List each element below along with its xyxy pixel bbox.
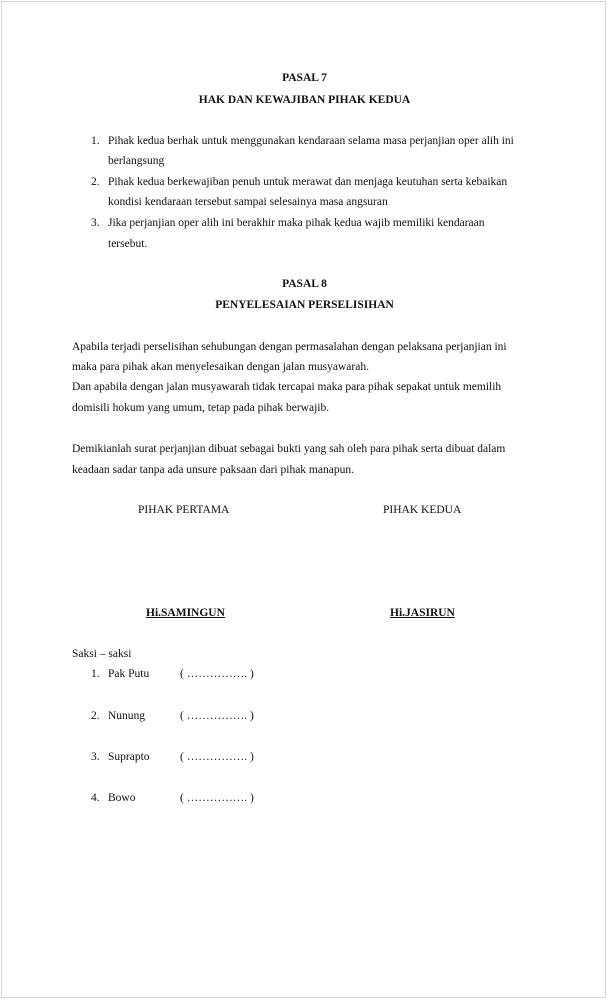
document-page bbox=[1, 1, 606, 998]
list-item-number: 3. bbox=[91, 217, 100, 229]
paragraph-line: Demikianlah surat perjanjian dibuat sebagai bukti yang sah oleh para pihak serta dibuat dalam bbox=[72, 443, 506, 455]
witness-number: 4. bbox=[91, 792, 100, 804]
witness-name: Bowo bbox=[108, 792, 136, 804]
witness-heading: Saksi – saksi bbox=[72, 648, 132, 660]
witness-name: Nunung bbox=[108, 710, 146, 722]
pasal8-title: PASAL 8 bbox=[282, 278, 327, 290]
witness-name: Suprapto bbox=[108, 751, 150, 763]
pihak-pertama-name: Hi.SAMINGUN bbox=[146, 607, 225, 619]
pihak-kedua-label: PIHAK KEDUA bbox=[383, 504, 462, 516]
list-item-text-line2: tersebut. bbox=[108, 238, 148, 250]
pihak-pertama-label: PIHAK PERTAMA bbox=[138, 504, 230, 516]
witness-number: 1. bbox=[91, 668, 100, 680]
witness-signature-blank: ( ……………. ) bbox=[180, 792, 254, 804]
pasal8-subtitle: PENYELESAIAN PERSELISIHAN bbox=[215, 299, 394, 311]
list-item-number: 2. bbox=[91, 176, 100, 188]
pasal7-title: PASAL 7 bbox=[282, 72, 327, 84]
list-item-text-line2: berlangsung bbox=[108, 155, 165, 167]
paragraph-line: domisili hokum yang umum, tetap pada pihak berwajib. bbox=[72, 402, 330, 414]
witness-signature-blank: ( ……………. ) bbox=[180, 668, 254, 680]
list-item-text-line1: Pihak kedua berkewajiban penuh untuk merawat dan menjaga keutuhan serta kebaikan bbox=[108, 176, 508, 188]
witness-number: 3. bbox=[91, 751, 100, 763]
witness-name: Pak Putu bbox=[108, 668, 150, 680]
pasal7-subtitle: HAK DAN KEWAJIBAN PIHAK KEDUA bbox=[198, 94, 411, 106]
witness-signature-blank: ( ……………. ) bbox=[180, 710, 254, 722]
paragraph-line: keadaan sadar tanpa ada unsure paksaan dari pihak manapun. bbox=[72, 464, 354, 476]
witness-number: 2. bbox=[91, 710, 100, 722]
list-item-text-line1: Jika perjanjian oper alih ini berakhir maka pihak kedua wajib memiliki kendaraan bbox=[108, 217, 485, 229]
paragraph-line: Apabila terjadi perselisihan sehubungan dengan permasalahan dengan pelaksana perjanjian ini bbox=[72, 341, 507, 353]
paragraph-line: maka para pihak akan menyelesaikan dengan jalan musyawarah. bbox=[72, 361, 369, 373]
list-item-text-line2: kondisi kendaraan tersebut sampai selesainya masa angsuran bbox=[108, 196, 388, 208]
list-item-text-line1: Pihak kedua berhak untuk menggunakan kendaraan selama masa perjanjian oper alih ini bbox=[108, 135, 514, 147]
paragraph-line: Dan apabila dengan jalan musyawarah tidak tercapai maka para pihak sepakat untuk memilih bbox=[72, 381, 502, 393]
witness-signature-blank: ( ……………. ) bbox=[180, 751, 254, 763]
list-item-number: 1. bbox=[91, 135, 100, 147]
pihak-kedua-name: Hi.JASIRUN bbox=[390, 607, 455, 619]
